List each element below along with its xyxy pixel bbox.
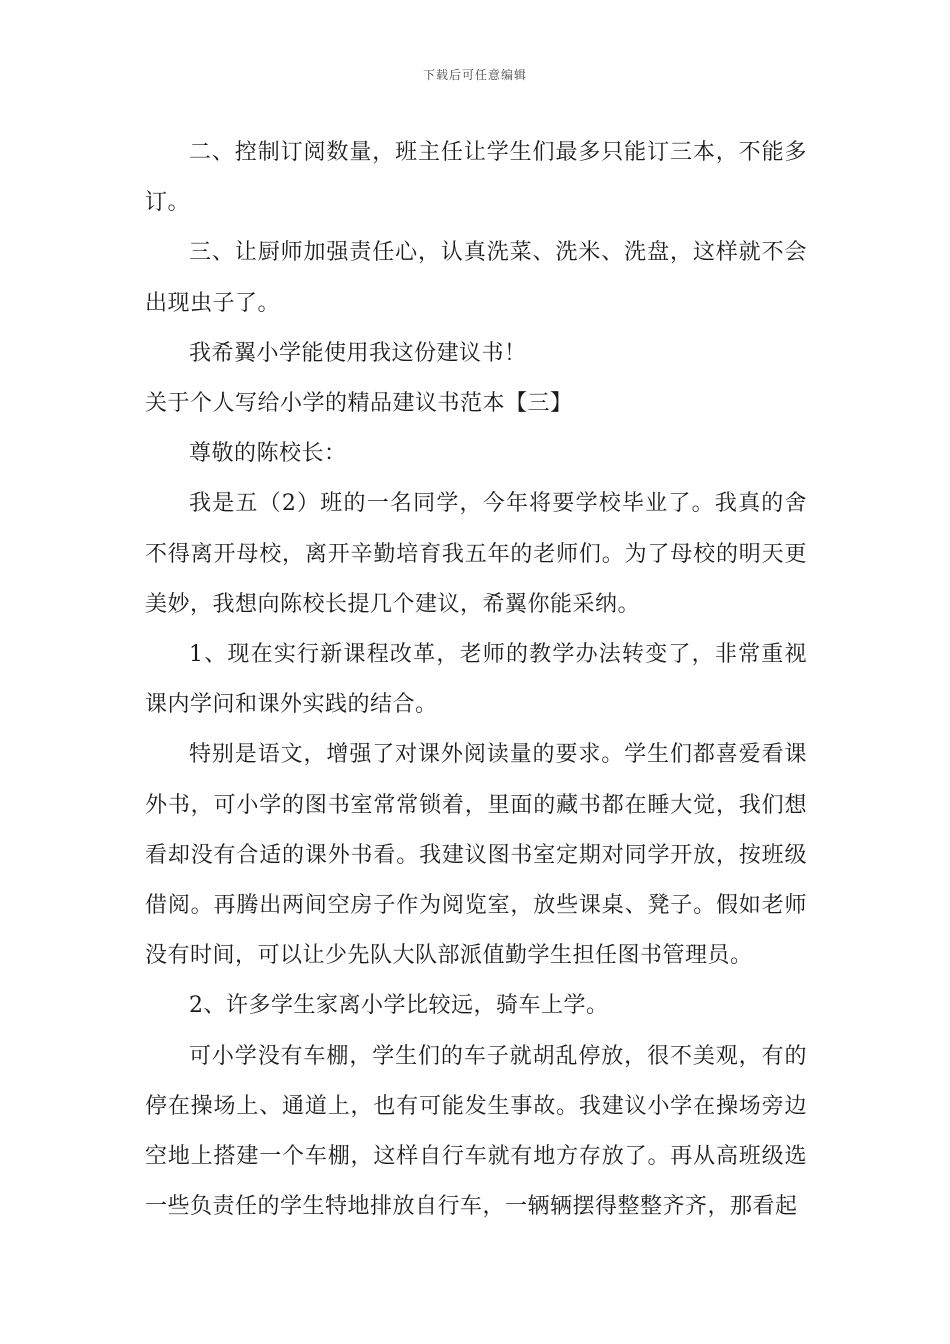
paragraph: 三、让厨师加强责任心，认真洗菜、洗米、洗盘，这样就不会出现虫子了。 [145, 240, 807, 316]
paragraph: 我希翼小学能使用我这份建议书！ [189, 340, 527, 366]
paragraph: 可小学没有车棚，学生们的车子就胡乱停放，很不美观，有的停在操场上、通道上，也有可能发生事故。我建议小学在操场旁边空地上搭建一个车棚，这样自行车就有地方存放了。再从高班级选一些负责任的学生特地排放自行车，一辆辆摆得整整齐齐，那看起 [145, 1043, 807, 1220]
page-header: 下载后可任意编辑 [422, 68, 527, 82]
salutation: 尊敬的陈校长： [189, 441, 347, 467]
document-body [145, 128, 807, 1232]
paragraph: 1、现在实行新课程改革，老师的教学办法转变了，非常重视课内学问和课外实践的结合。 [145, 642, 807, 718]
paragraph: 2、许多学生家离小学比较远，骑车上学。 [189, 993, 609, 1019]
paragraph: 特别是语文，增强了对课外阅读量的要求。学生们都喜爱看课外书，可小学的图书室常常锁着，里面的藏书都在睡大觉，我们想看却没有合适的课外书看。我建议图书室定期对同学开放，按班级借阅。再腾出两间空房子作为阅览室，放些课桌、凳子。假如老师没有时间，可以让少先队大队部派值勤学生担任图书管理员。 [145, 742, 807, 969]
section-heading: 关于个人写给小学的精品建议书范本【三】 [145, 391, 573, 417]
paragraph: 我是五（2）班的一名同学，今年将要学校毕业了。我真的舍不得离开母校，离开辛勤培育我五年的老师们。为了母校的明天更美妙，我想向陈校长提几个建议，希翼你能采纳。 [145, 491, 807, 617]
paragraph: 二、控制订阅数量，班主任让学生们最多只能订三本，不能多订。 [145, 140, 807, 216]
